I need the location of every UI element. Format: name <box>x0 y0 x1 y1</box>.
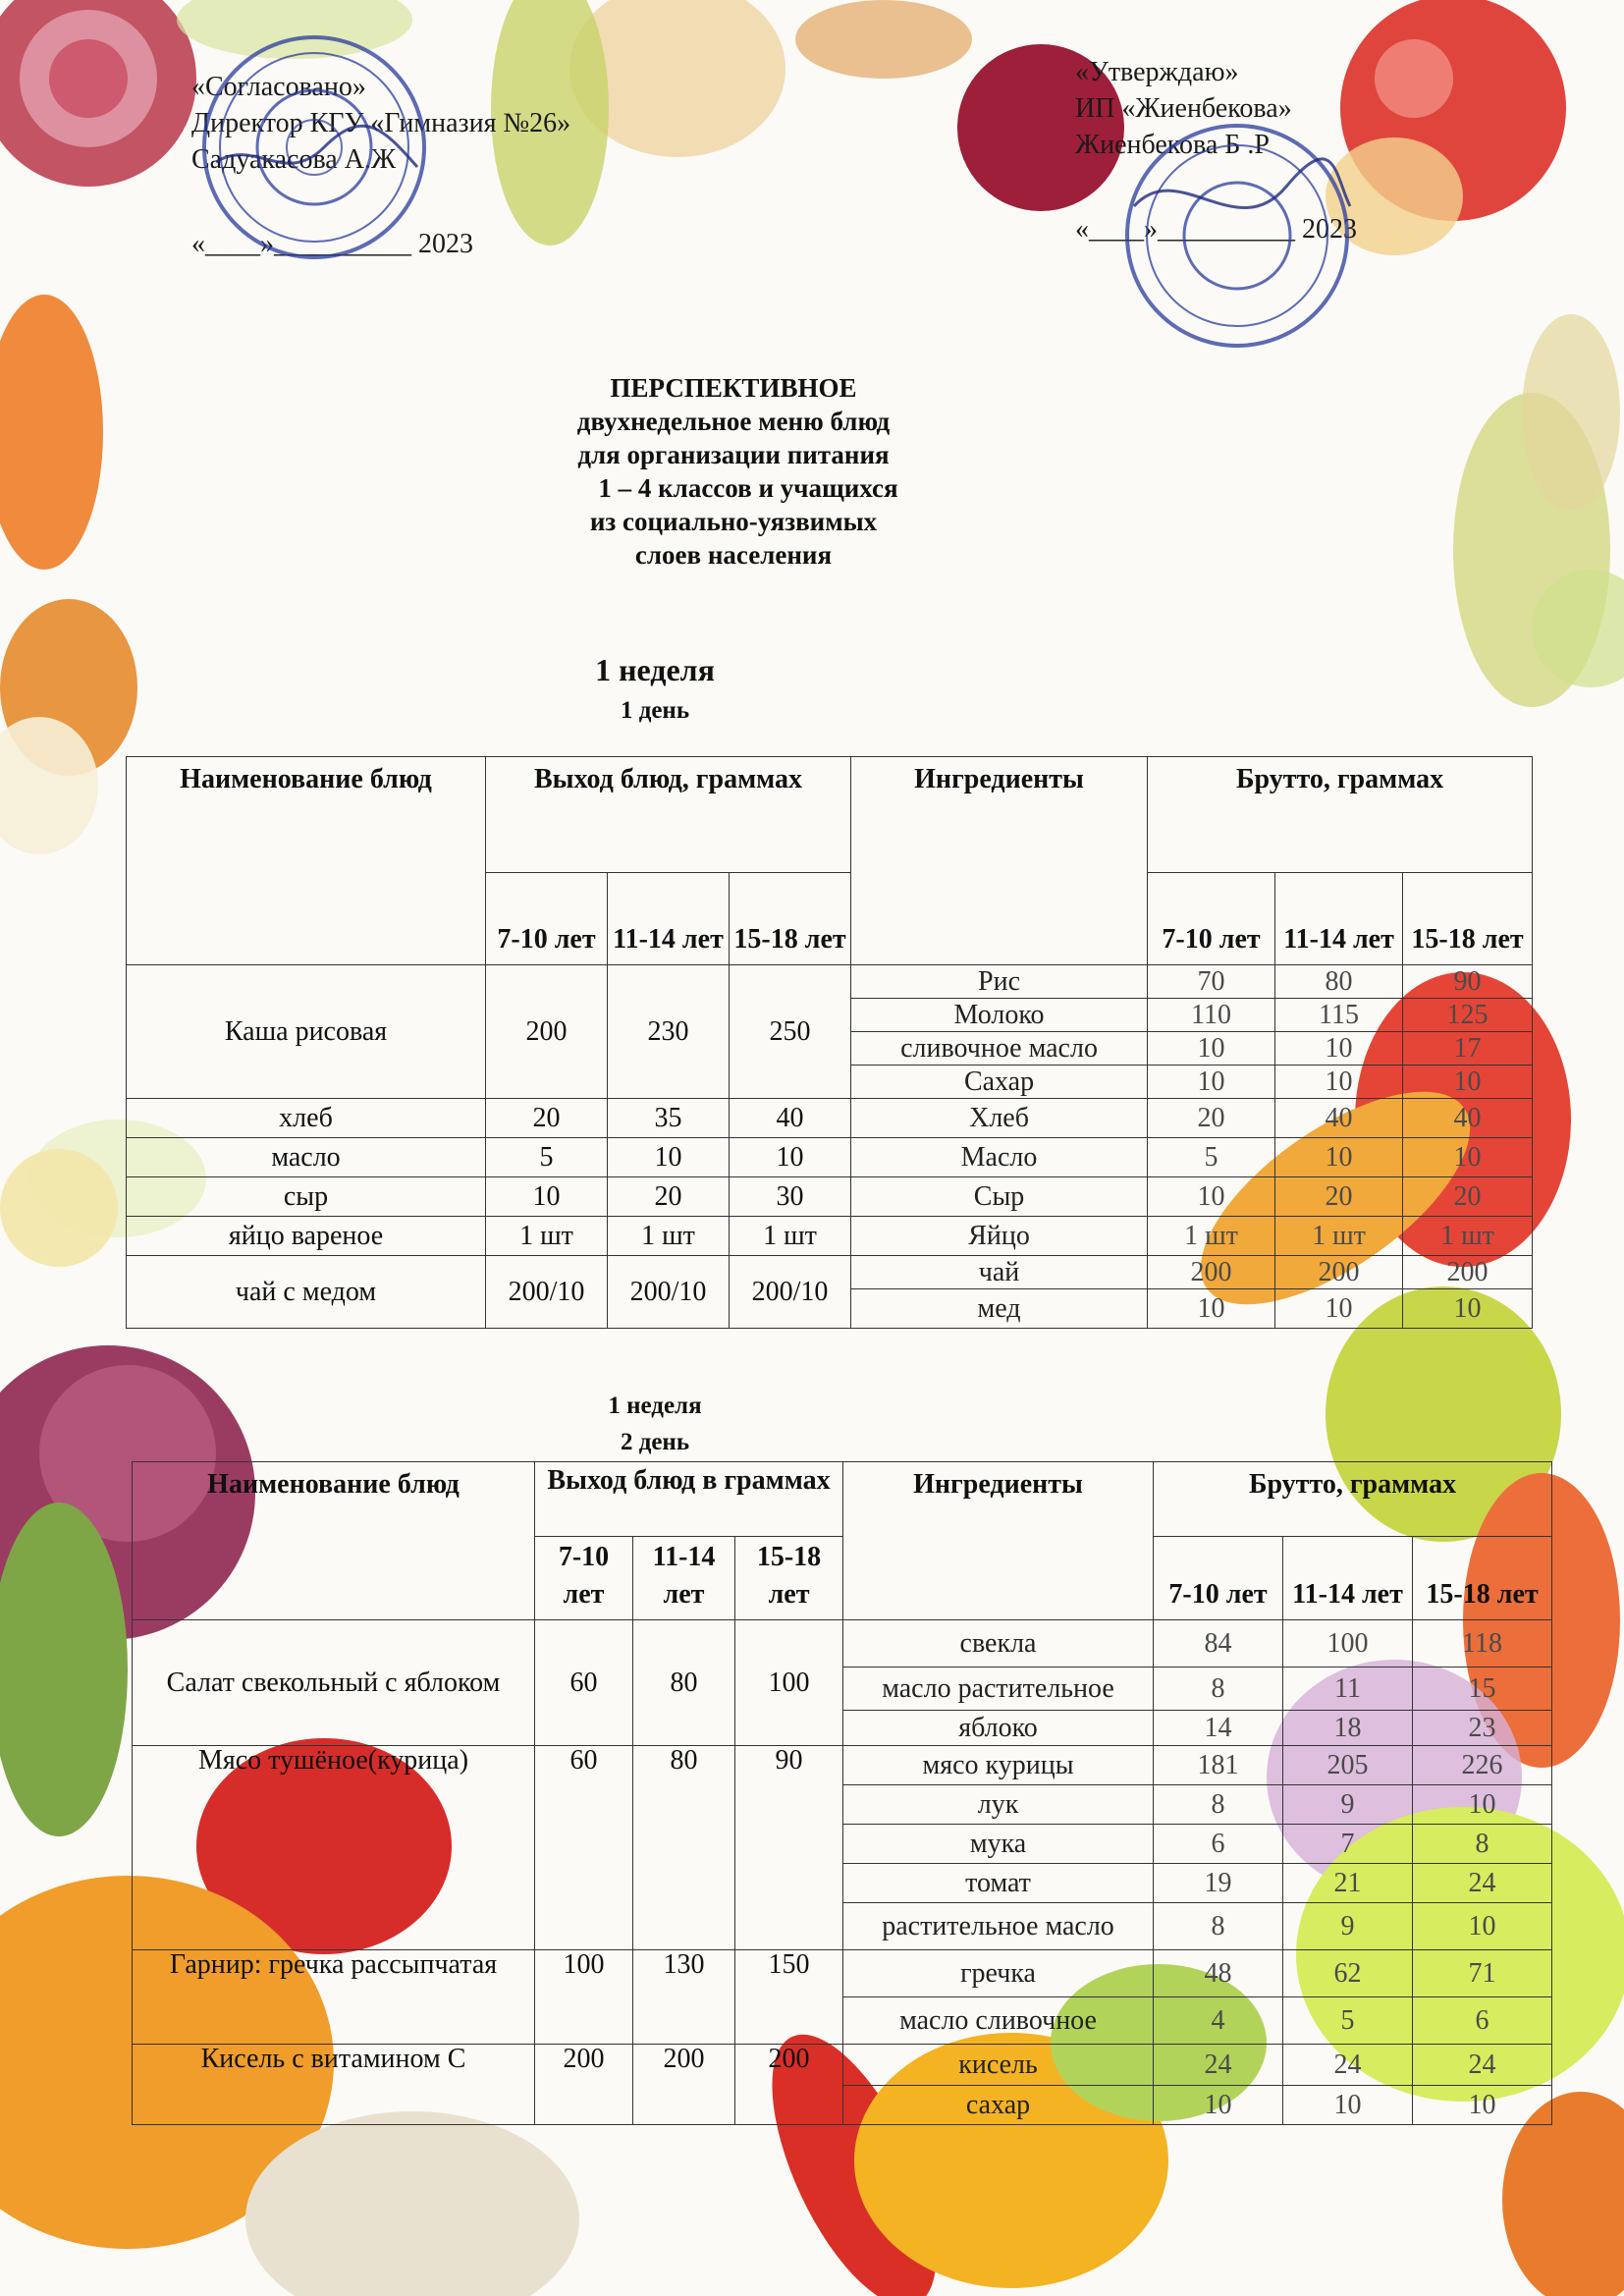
brutto-cell: 10 <box>1413 1785 1552 1825</box>
ingredient-cell: кисель <box>843 2045 1154 2086</box>
brutto-cell: 115 <box>1275 999 1403 1032</box>
brutto-cell: 10 <box>1275 1032 1403 1066</box>
brutto-cell: 6 <box>1154 1825 1283 1864</box>
brutto-cell: 20 <box>1275 1177 1403 1217</box>
output-cell: 20 <box>486 1099 608 1138</box>
header-brutto-age-11-14: 11-14 лет <box>1275 873 1403 965</box>
brutto-cell: 18 <box>1283 1711 1413 1746</box>
output-cell: 40 <box>730 1099 851 1138</box>
brutto-cell: 10 <box>1403 1289 1533 1329</box>
brutto-cell: 40 <box>1403 1099 1533 1138</box>
table-body <box>133 1620 1552 2125</box>
ingredient-cell: сахар <box>843 2086 1154 2125</box>
ingredient-cell: лук <box>843 1785 1154 1825</box>
brutto-cell: 24 <box>1283 2045 1413 2086</box>
ingredient-cell: мука <box>843 1825 1154 1864</box>
stamp-right <box>1119 118 1355 354</box>
header-output: Выход блюд, граммах <box>486 757 851 873</box>
brutto-cell: 5 <box>1283 1997 1413 2045</box>
output-cell: 200 <box>486 965 608 1099</box>
header-age-7-10: 7-10 лет <box>486 873 608 965</box>
brutto-cell: 1 шт <box>1403 1217 1533 1256</box>
ingredient-cell: яблоко <box>843 1711 1154 1746</box>
brutto-cell: 10 <box>1154 2086 1283 2125</box>
brutto-cell: 10 <box>1148 1289 1275 1329</box>
brutto-cell: 10 <box>1413 2086 1552 2125</box>
output-cell: 80 <box>633 1620 735 1746</box>
brutto-cell: 10 <box>1403 1138 1533 1177</box>
output-cell: 1 шт <box>486 1217 608 1256</box>
title-line-6: слоев населения <box>634 540 833 570</box>
table-row <box>133 1950 1552 1997</box>
output-cell: 150 <box>735 1950 843 2045</box>
table-row <box>127 965 1533 999</box>
ingredient-cell: растительное масло <box>843 1903 1154 1950</box>
section2-week: 1 неделя <box>608 1393 702 1419</box>
ingredient-cell: чай <box>851 1256 1148 1289</box>
brutto-cell: 11 <box>1283 1667 1413 1711</box>
brutto-cell: 10 <box>1283 2086 1413 2125</box>
output-cell: 200/10 <box>608 1256 730 1329</box>
dish-name-cell: Салат свекольный с яблоком <box>133 1620 535 1746</box>
brutto-cell: 21 <box>1283 1864 1413 1903</box>
output-cell: 10 <box>730 1138 851 1177</box>
brutto-cell: 100 <box>1283 1620 1413 1667</box>
table-body <box>127 965 1533 1329</box>
dish-name-cell: яйцо вареное <box>127 1217 486 1256</box>
brutto-cell: 19 <box>1154 1864 1283 1903</box>
brutto-cell: 40 <box>1275 1099 1403 1138</box>
ingredient-cell: свекла <box>843 1620 1154 1667</box>
dish-name-cell: Гарнир: гречка рассыпчатая <box>133 1950 535 2045</box>
brutto-cell: 118 <box>1413 1620 1552 1667</box>
header-dish-name: Наименование блюд <box>133 1462 535 1620</box>
brutto-cell: 14 <box>1154 1711 1283 1746</box>
approval-left-person: Садуакасова А.Ж <box>191 144 397 175</box>
approval-right-org: ИП «Жиенбекова» <box>1075 93 1292 124</box>
title-line-4: 1 – 4 классов и учащихся <box>598 473 898 503</box>
header-ingredients: Ингредиенты <box>843 1462 1154 1620</box>
brutto-cell: 226 <box>1413 1746 1552 1785</box>
dish-name-cell: Кисель с витамином С <box>133 2045 535 2125</box>
header-brutto-age-15-18: 15-18 лет <box>1403 873 1533 965</box>
ingredient-cell: томат <box>843 1864 1154 1903</box>
header-brutto: Брутто, граммах <box>1148 757 1533 873</box>
dish-name-cell: Каша рисовая <box>127 965 486 1099</box>
dish-name-cell: масло <box>127 1138 486 1177</box>
header-age-11-14: 11-14 лет <box>633 1537 735 1620</box>
output-cell: 250 <box>730 965 851 1099</box>
output-cell: 200 <box>735 2045 843 2125</box>
brutto-cell: 24 <box>1413 1864 1552 1903</box>
output-cell: 35 <box>608 1099 730 1138</box>
brutto-cell: 125 <box>1403 999 1533 1032</box>
table-row <box>133 1746 1552 1785</box>
ingredient-cell: Хлеб <box>851 1099 1148 1138</box>
brutto-cell: 80 <box>1275 965 1403 999</box>
brutto-cell: 9 <box>1283 1785 1413 1825</box>
table-row <box>127 1138 1533 1177</box>
brutto-cell: 90 <box>1403 965 1533 999</box>
ingredient-cell: Сыр <box>851 1177 1148 1217</box>
output-cell: 20 <box>608 1177 730 1217</box>
dish-name-cell: чай с медом <box>127 1256 486 1329</box>
brutto-cell: 1 шт <box>1275 1217 1403 1256</box>
output-cell: 100 <box>735 1620 843 1746</box>
header-brutto-age-15-18: 15-18 лет <box>1413 1537 1552 1620</box>
brutto-cell: 10 <box>1148 1177 1275 1217</box>
ingredient-cell: Молоко <box>851 999 1148 1032</box>
header-brutto-age-11-14: 11-14 лет <box>1283 1537 1413 1620</box>
approval-left-status: «Согласовано» <box>191 72 366 102</box>
table-row <box>133 2045 1552 2086</box>
output-cell: 230 <box>608 965 730 1099</box>
brutto-cell: 10 <box>1413 1903 1552 1950</box>
ingredient-cell: Сахар <box>851 1066 1148 1099</box>
table-row <box>127 1217 1533 1256</box>
title-line-3: для организации питания <box>577 440 890 469</box>
brutto-cell: 10 <box>1403 1066 1533 1099</box>
menu-table-day-1 <box>126 756 1533 1329</box>
output-cell: 200/10 <box>486 1256 608 1329</box>
section2-day: 2 день <box>620 1429 690 1455</box>
brutto-cell: 110 <box>1148 999 1275 1032</box>
brutto-cell: 62 <box>1283 1950 1413 1997</box>
brutto-cell: 8 <box>1154 1785 1283 1825</box>
ingredient-cell: Масло <box>851 1138 1148 1177</box>
output-cell: 10 <box>608 1138 730 1177</box>
document-title <box>0 371 1624 572</box>
ingredient-cell: Рис <box>851 965 1148 999</box>
ingredient-cell: сливочное масло <box>851 1032 1148 1066</box>
brutto-cell: 6 <box>1413 1997 1552 2045</box>
brutto-cell: 9 <box>1283 1903 1413 1950</box>
output-cell: 5 <box>486 1138 608 1177</box>
output-cell: 1 шт <box>608 1217 730 1256</box>
brutto-cell: 20 <box>1148 1099 1275 1138</box>
dish-name-cell: Мясо тушёное(курица) <box>133 1746 535 1950</box>
approval-right-status: «Утверждаю» <box>1075 57 1239 87</box>
brutto-cell: 7 <box>1283 1825 1413 1864</box>
brutto-cell: 10 <box>1275 1138 1403 1177</box>
ingredient-cell: мед <box>851 1289 1148 1329</box>
header-brutto: Брутто, граммах <box>1154 1462 1552 1537</box>
brutto-cell: 15 <box>1413 1667 1552 1711</box>
brutto-cell: 10 <box>1148 1066 1275 1099</box>
approval-right-date: «____»__________ 2023 <box>1075 214 1357 245</box>
output-cell: 90 <box>735 1746 843 1950</box>
header-dish-name: Наименование блюд <box>127 757 486 965</box>
section1-day: 1 день <box>620 697 690 724</box>
header-age-15-18: 15-18 лет <box>730 873 851 965</box>
brutto-cell: 48 <box>1154 1950 1283 1997</box>
brutto-cell: 24 <box>1154 2045 1283 2086</box>
header-age-15-18: 15-18 лет <box>735 1537 843 1620</box>
brutto-cell: 10 <box>1275 1066 1403 1099</box>
output-cell: 30 <box>730 1177 851 1217</box>
dish-name-cell: хлеб <box>127 1099 486 1138</box>
table-row <box>127 1177 1533 1217</box>
brutto-cell: 23 <box>1413 1711 1552 1746</box>
output-cell: 80 <box>633 1746 735 1950</box>
brutto-cell: 181 <box>1154 1746 1283 1785</box>
brutto-cell: 5 <box>1148 1138 1275 1177</box>
ingredient-cell: гречка <box>843 1950 1154 1997</box>
output-cell: 100 <box>535 1950 633 2045</box>
header-ingredients: Ингредиенты <box>851 757 1148 965</box>
output-cell: 200 <box>633 2045 735 2125</box>
approval-left-date: «____»__________ 2023 <box>191 229 473 259</box>
header-brutto-age-7-10: 7-10 лет <box>1154 1537 1283 1620</box>
menu-table-day-2 <box>132 1461 1552 2125</box>
table-row <box>133 1620 1552 1667</box>
brutto-cell: 200 <box>1275 1256 1403 1289</box>
brutto-cell: 8 <box>1154 1903 1283 1950</box>
brutto-cell: 200 <box>1148 1256 1275 1289</box>
brutto-cell: 4 <box>1154 1997 1283 2045</box>
header-brutto-age-7-10: 7-10 лет <box>1148 873 1275 965</box>
brutto-cell: 10 <box>1148 1032 1275 1066</box>
table-row <box>127 1256 1533 1289</box>
brutto-cell: 1 шт <box>1148 1217 1275 1256</box>
header-age-11-14: 11-14 лет <box>608 873 730 965</box>
output-cell: 200 <box>535 2045 633 2125</box>
section1-week: 1 неделя <box>595 652 715 687</box>
title-line-2: двухнедельное меню блюд <box>576 407 891 436</box>
output-cell: 130 <box>633 1950 735 2045</box>
ingredient-cell: мясо курицы <box>843 1746 1154 1785</box>
approval-left-position: Директор КГУ «Гимназия №26» <box>191 108 571 138</box>
brutto-cell: 205 <box>1283 1746 1413 1785</box>
output-cell: 10 <box>486 1177 608 1217</box>
header-output: Выход блюд в граммах <box>535 1462 843 1537</box>
brutto-cell: 70 <box>1148 965 1275 999</box>
header-age-7-10: 7-10 лет <box>535 1537 633 1620</box>
brutto-cell: 8 <box>1413 1825 1552 1864</box>
stamp-left <box>196 29 432 265</box>
brutto-cell: 71 <box>1413 1950 1552 1997</box>
brutto-cell: 20 <box>1403 1177 1533 1217</box>
brutto-cell: 17 <box>1403 1032 1533 1066</box>
output-cell: 200/10 <box>730 1256 851 1329</box>
output-cell: 1 шт <box>730 1217 851 1256</box>
brutto-cell: 84 <box>1154 1620 1283 1667</box>
ingredient-cell: масло сливочное <box>843 1997 1154 2045</box>
brutto-cell: 8 <box>1154 1667 1283 1711</box>
title-line-5: из социально-уязвимых <box>589 507 878 536</box>
approval-right-person: Жиенбекова Б .Р <box>1075 130 1270 160</box>
output-cell: 60 <box>535 1620 633 1746</box>
title-line-1: ПЕРСПЕКТИВНОЕ <box>610 373 857 403</box>
brutto-cell: 10 <box>1275 1289 1403 1329</box>
ingredient-cell: масло растительное <box>843 1667 1154 1711</box>
brutto-cell: 24 <box>1413 2045 1552 2086</box>
brutto-cell: 200 <box>1403 1256 1533 1289</box>
table-row <box>127 1099 1533 1138</box>
dish-name-cell: сыр <box>127 1177 486 1217</box>
ingredient-cell: Яйцо <box>851 1217 1148 1256</box>
output-cell: 60 <box>535 1746 633 1950</box>
